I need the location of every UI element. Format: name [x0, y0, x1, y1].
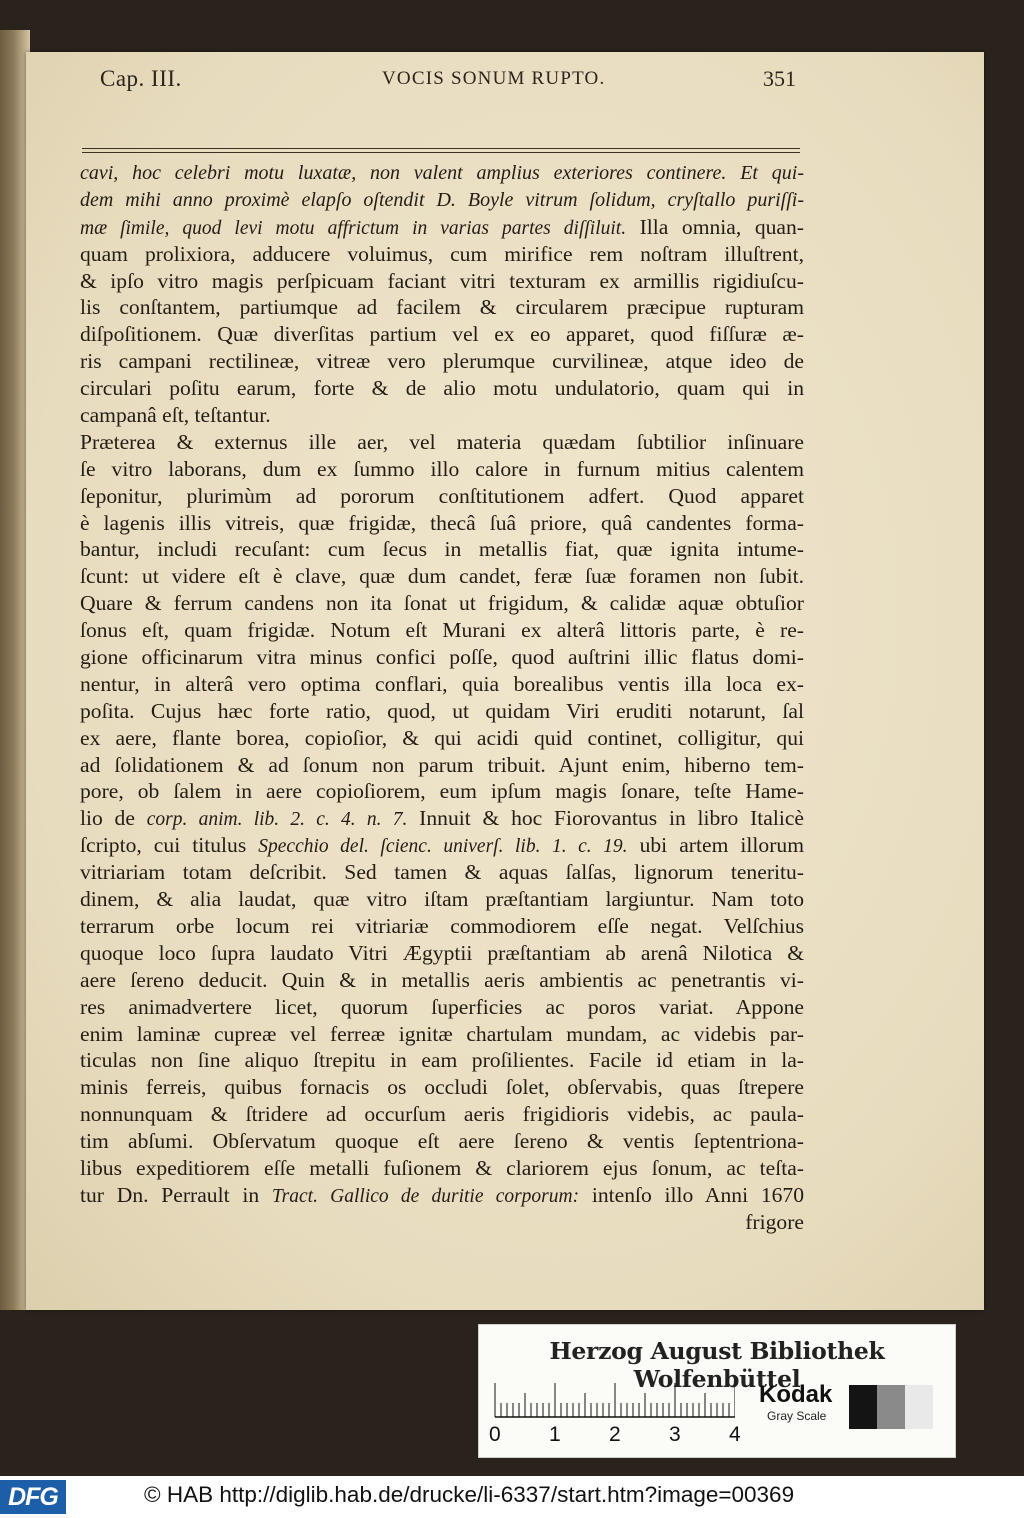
text-line: gione officinarum vitra minus confici poſſe, quod auſtrini illic flatus domi-	[80, 645, 804, 670]
text-line: campanâ eſt, teſtantur.	[80, 403, 271, 428]
text-segment: Innuit & hoc Fiorovantus in libro Italicè	[407, 806, 804, 831]
ruler-number: 0	[489, 1423, 501, 1446]
text-line: ad ſolidationem & ad ſonum non parum tribuit. Ajunt enim, hiberno tem-	[80, 752, 804, 777]
text-line: ſonus eſt, quam frigidæ. Notum eſt Murani ex alterâ littoris parte, è re-	[80, 618, 804, 643]
text-line: quam prolixiora, adducere voluimus, cum mirifice rem noſtram illuſtrent,	[80, 241, 804, 266]
text-line: nonnunquam & ſtridere ad occurſum aeris frigidioris videbis, ac paula-	[80, 1102, 804, 1127]
text-line: ticulas non ſine aliquo ſtrepitu in eam proſilientes. Facile id etiam in la-	[80, 1048, 804, 1073]
text-line: ſcunt: ut videre eſt è clave, quæ dum candet, feræ ſuæ foramen non ſubit.	[80, 564, 804, 589]
footer-bar	[0, 1476, 1024, 1518]
italic-citation: mæ ſimile, quod levi motu affrictum in varias partes diſſiluit.	[80, 217, 627, 239]
text-line: vitriariam totam deſcribit. Sed tamen & aquas ſalſas, lignorum teneritu-	[80, 860, 804, 885]
running-title: VOCIS SONUM RUPTO.	[382, 68, 606, 89]
copyright-url: © HAB http://diglib.hab.de/drucke/li-6337/start.htm?image=00369	[144, 1482, 795, 1507]
text-line: diſpoſitionem. Quæ diverſitas partium vel ex eo apparet, quod fiſſuræ æ-	[80, 322, 804, 347]
gray-patch	[905, 1385, 933, 1429]
text-line	[80, 214, 804, 241]
library-name: Herzog August Bibliothek Wolfenbüttel	[549, 1337, 885, 1393]
text-line: libus expeditiorem eſſe metalli fuſionem & clariorem ejus ſonum, ac teſta-	[80, 1155, 804, 1180]
text-line: Quare & ferrum candens non ita ſonat ut frigidum, & calidæ aquæ obtuſior	[80, 591, 804, 616]
text-line: dinem, & alia laudat, quæ vitro iſtam præſtantiam largiuntur. Nam toto	[80, 887, 804, 912]
text-line: lis conſtantem, partiumque ad facilem & circularem præcipue rupturam	[80, 295, 804, 320]
text-line: ris campani rectilineæ, vitreæ vero plerumque curvilineæ, atque ideo de	[80, 349, 804, 374]
italic-citation: Specchio del. ſcienc. univerſ. lib. 1. c. 19.	[258, 836, 628, 858]
body-text	[80, 160, 804, 1236]
header-rule	[82, 148, 800, 153]
ruler-number: 4	[729, 1423, 741, 1446]
text-line: bantur, includi recuſant: cum ſecus in metallis fiat, quæ ignita intume-	[80, 537, 804, 562]
text-line	[80, 832, 804, 859]
ruler-number: 1	[549, 1423, 561, 1446]
text-line: frigore	[745, 1209, 804, 1234]
text-line: ſe vitro laborans, dum ex ſummo illo calore in furnum mitius calentem	[80, 456, 804, 481]
text-line: poſita. Cujus hæc forte ratio, quod, ut quidam Viri eruditi notarunt, ſal	[80, 698, 804, 723]
text-line: nentur, in alterâ vero optima conflari, quia borealibus ventis illa loca ex-	[80, 671, 804, 696]
text-segment: tur Dn. Perrault in	[80, 1182, 272, 1207]
ruler-number: 2	[609, 1423, 621, 1446]
page-number: 351	[763, 66, 796, 91]
gray-scale-patches	[849, 1385, 933, 1429]
ruler-numbers	[489, 1423, 749, 1447]
italic-citation: corp. anim. lib. 2. c. 4. n. 7.	[146, 809, 408, 831]
ruler-number: 3	[669, 1423, 681, 1446]
text-segment: lio de	[80, 806, 147, 831]
chapter-label: Cap. III.	[100, 66, 182, 91]
text-line: pore, ob ſalem in aere copioſiorem, eum ipſum magis ſonare, teſte Hame-	[80, 779, 804, 804]
gray-patch	[877, 1385, 905, 1429]
running-header	[72, 66, 800, 94]
italic-citation: Tract. Gallico de duritie corporum:	[271, 1185, 580, 1207]
text-line	[80, 1182, 804, 1209]
text-line	[80, 805, 804, 832]
library-color-target	[478, 1324, 956, 1458]
text-line: Præterea & externus ille aer, vel materia quædam ſubtilior inſinuare	[80, 429, 804, 454]
gray-scale-label: Gray Scale	[767, 1409, 827, 1423]
gray-patch	[849, 1385, 877, 1429]
text-line: minis ferreis, quibus fornacis os occludi ſolet, obſervabis, quas ſtrepere	[80, 1075, 804, 1100]
text-line: enim laminæ cupreæ vel ferreæ ignitæ chartulam mundam, ac videbis par-	[80, 1021, 804, 1046]
text-line: dem mihi anno proximè elapſo oſtendit D. Boyle vitrum ſolidum, cryſtallo puriſſi-	[80, 188, 804, 211]
ruler-scale	[489, 1377, 735, 1419]
text-line: è lagenis illis vitreis, quæ frigidæ, thecâ ſuâ priore, quâ candentes forma-	[80, 510, 804, 535]
text-line: cavi, hoc celebri motu luxatæ, non valent amplius exteriores continere. Et qui-	[80, 162, 804, 184]
text-line: res animadvertere licet, quorum ſuperficies ac poros variat. Appone	[80, 994, 804, 1019]
dfg-logo: DFG	[0, 1480, 66, 1514]
text-line: quoque loco ſupra laudato Vitri Ægyptii præſtantiam ab arenâ Nilotica &	[80, 940, 804, 965]
text-line: & ipſo vitro magis perſpicuam faciant vitri texturam ex armillis rigidiuſcu-	[80, 268, 804, 293]
text-segment: Illa omnia, quan-	[626, 214, 804, 239]
text-line: aere ſereno deducit. Quin & in metallis aeris ambientis ac penetrantis vi-	[80, 967, 804, 992]
text-line: terrarum orbe locum rei vitriariæ commodiorem eſſe negat. Velſchius	[80, 913, 804, 938]
text-line: tim abſumi. Obſervatum quoque eſt aere ſereno & ventis ſeptentriona-	[80, 1129, 804, 1154]
text-segment: ubi artem illorum	[627, 833, 804, 858]
text-line: ex aere, flante borea, copioſior, & qui acidi quid continet, colligitur, qui	[80, 725, 804, 750]
text-segment: ſcripto, cui titulus	[80, 833, 259, 858]
kodak-brand: Kodak	[759, 1381, 833, 1408]
text-line: ſeponitur, plurimùm ad pororum conſtitutionem adfert. Quod apparet	[80, 483, 804, 508]
kodak-label	[759, 1381, 832, 1423]
text-line: circulari poſitu earum, forte & de alio motu undulatorio, quam qui in	[80, 376, 804, 401]
text-segment: intenſo illo Anni 1670	[579, 1182, 804, 1207]
